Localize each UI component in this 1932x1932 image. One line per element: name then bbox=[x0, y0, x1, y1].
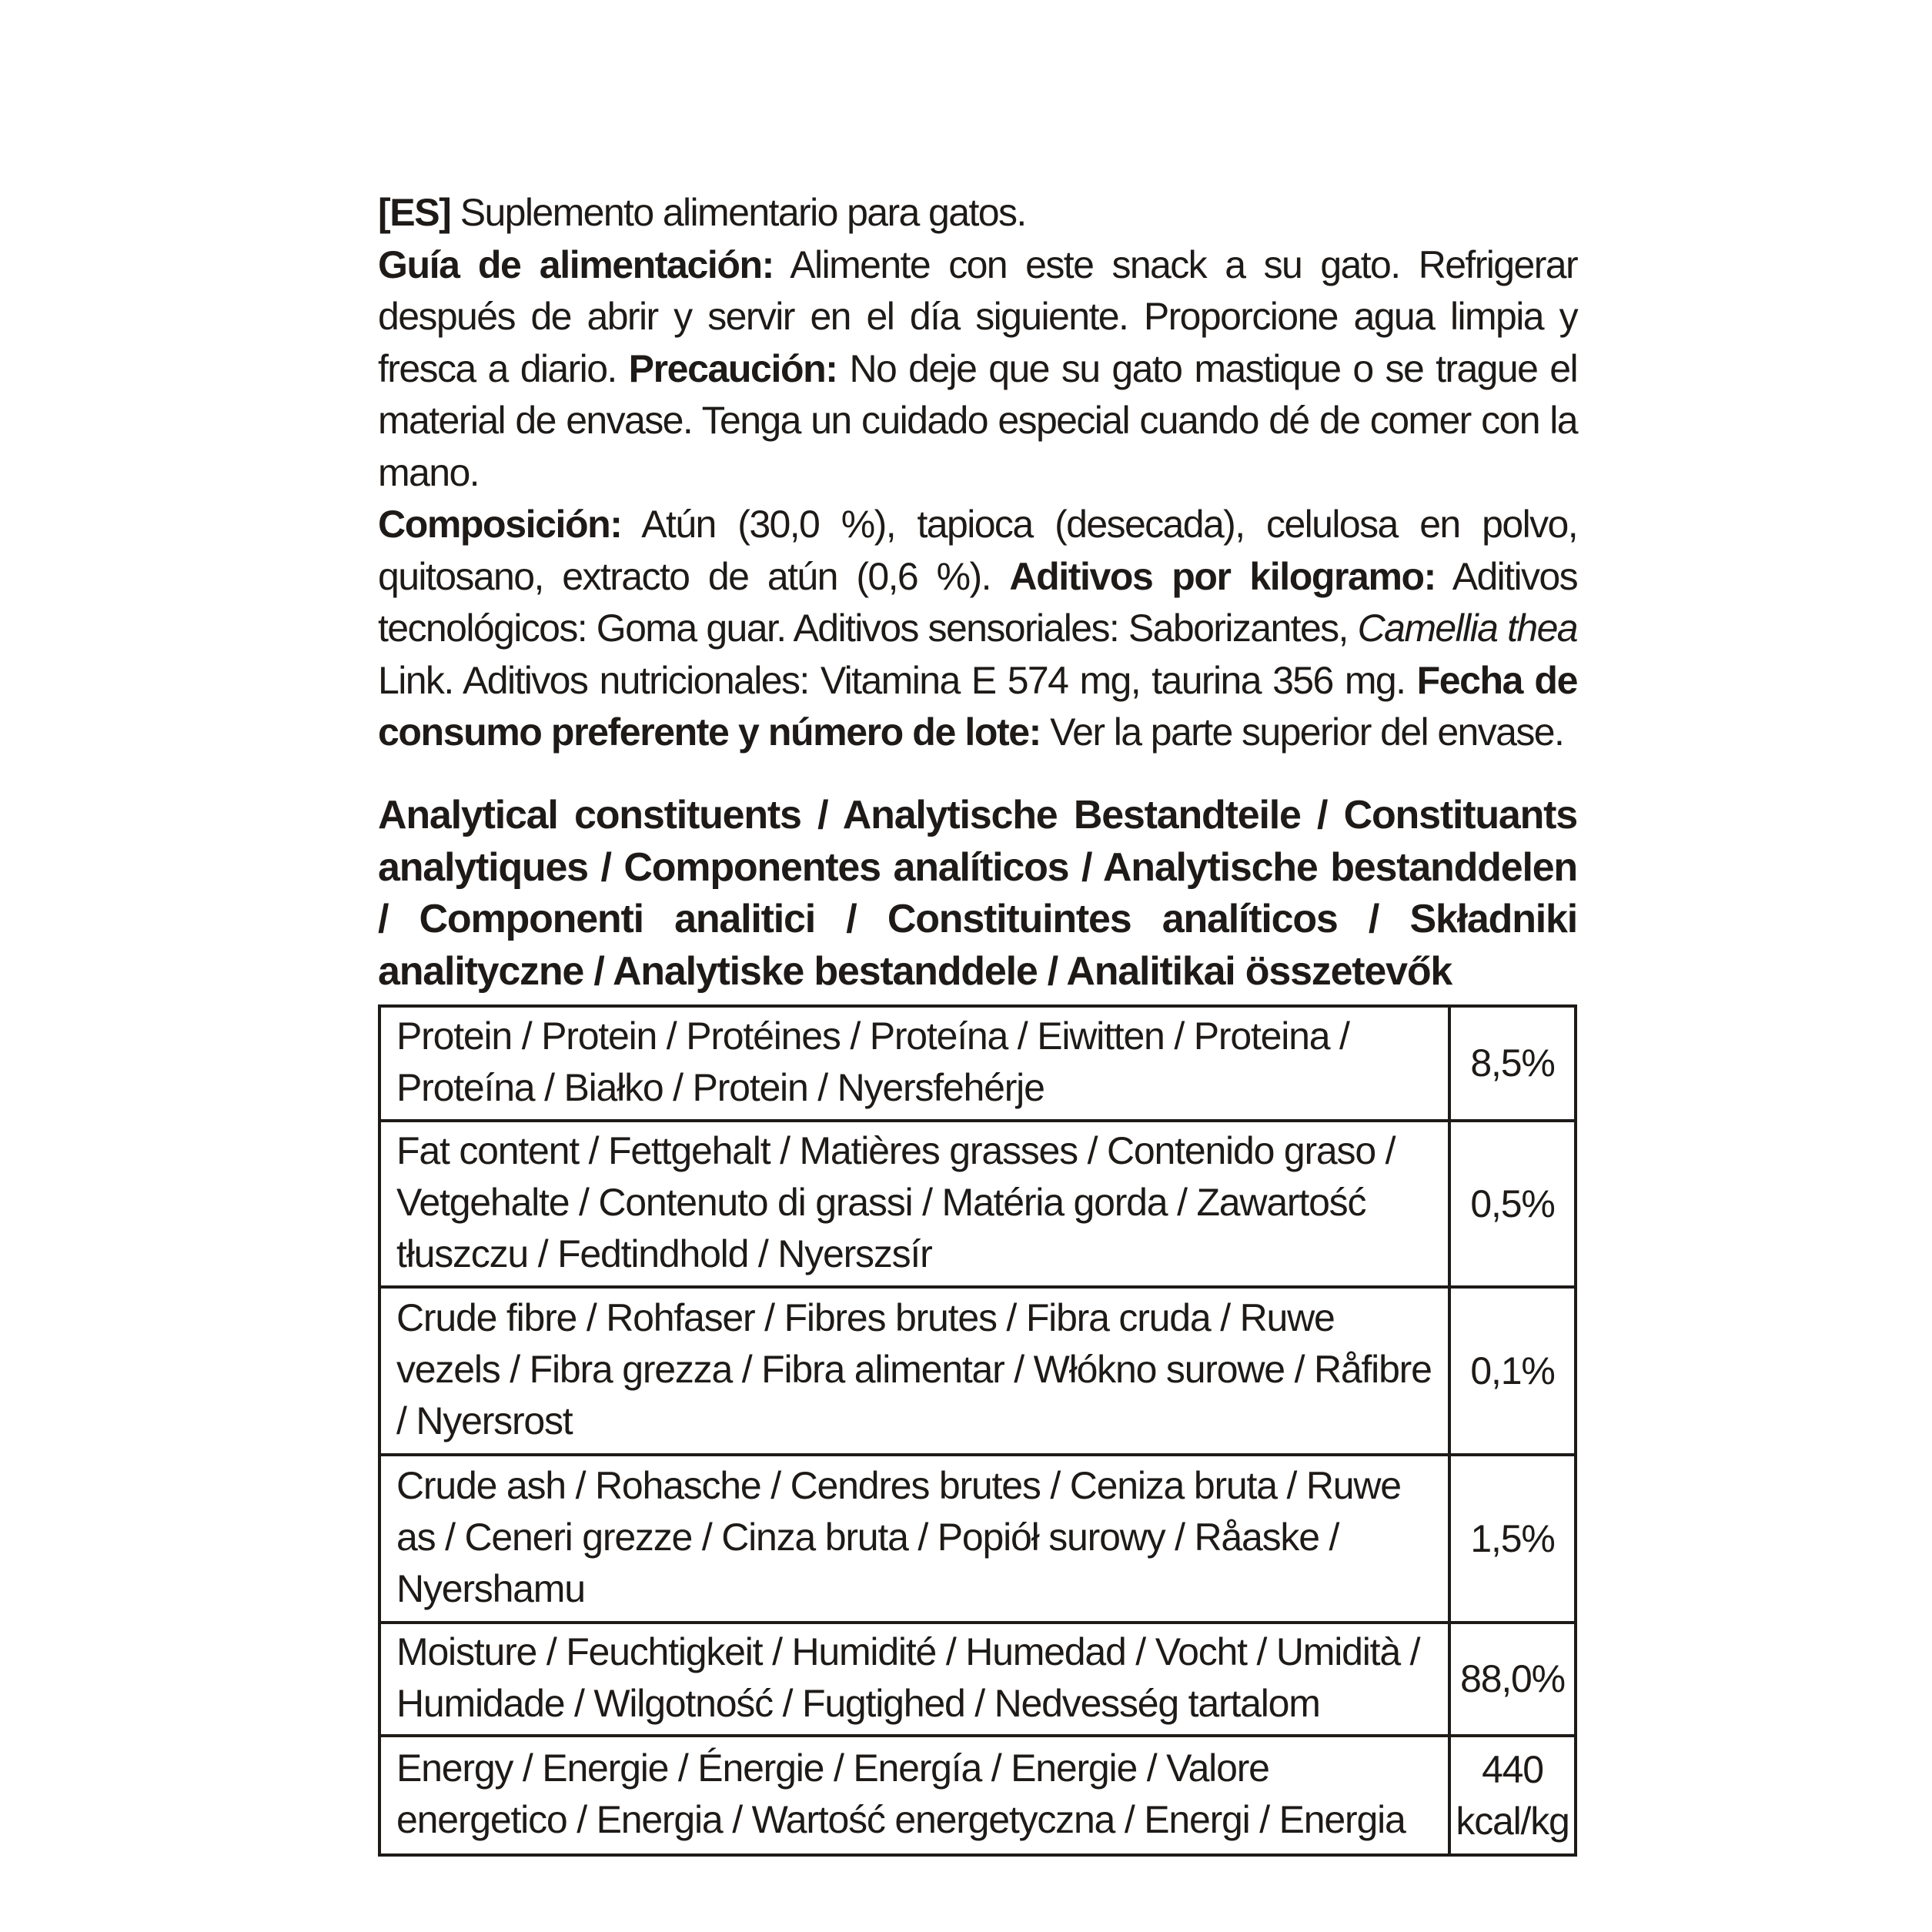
table-row-fat bbox=[379, 1121, 1576, 1287]
language-tag: [ES] bbox=[378, 191, 451, 234]
constituent-name: Fat content / Fettgehalt / Matières grasses / Contenido graso / Vetgehalte / Contenuto di grassi / Matéria gorda / Zawartość tłuszczu / Fedtindhold / Nyerszsír bbox=[379, 1121, 1449, 1287]
best-before-title: Fecha de consumo preferente y número de lote: bbox=[378, 658, 1577, 754]
spanish-label-paragraph bbox=[378, 187, 1577, 759]
additives-text-2: Link. Aditivos nutricionales: Vitamina E 574 mg, taurina 356 mg. bbox=[378, 658, 1417, 702]
table-row-fibre bbox=[379, 1287, 1576, 1455]
analytical-heading: Analytical constituents / Analytische Bestandteile / Constituants analytiques / Componentes analíticos / Analytische bestanddelen / Componenti analitici / Constituintes analíticos / Składniki analityczne / Analytiske bestanddele / Analitikai összetevők bbox=[378, 793, 1577, 994]
caution-title: Precaución: bbox=[628, 346, 837, 390]
feeding-guide-title: Guía de alimentación: bbox=[378, 242, 774, 286]
label-page bbox=[378, 187, 1578, 1843]
feeding-guide-text: Alimente con este snack a su gato. Refrigerar después de abrir y servir en el día siguiente. Proporcione agua limpia y fresca a diario. bbox=[378, 242, 1578, 390]
constituent-name: Moisture / Feuchtigkeit / Humidité / Humedad / Vocht / Umidità / Humidade / Wilgotność / Fugtighed / Nedvesség tartalom bbox=[379, 1623, 1449, 1736]
composition-text: Atún (30,0 %), tapioca (desecada), celulosa en polvo, quitosano, extracto de atún (0,6 %). bbox=[378, 503, 1577, 598]
constituent-value: 0,1% bbox=[1449, 1287, 1576, 1455]
constituent-value: 88,0% bbox=[1449, 1623, 1576, 1736]
additives-text-1: Aditivos tecnológicos: Goma guar. Aditivos sensoriales: Saborizantes, bbox=[378, 554, 1577, 650]
product-intro: Suplemento alimentario para gatos. bbox=[450, 191, 1026, 234]
additives-title: Aditivos por kilogramo: bbox=[1009, 554, 1436, 598]
additives-italic-species: Camellia thea bbox=[1357, 607, 1577, 650]
constituent-name: Energy / Energie / Énergie / Energía / Energie / Valore energetico / Energia / Wartość energetyczna / Energi / Energia bbox=[379, 1736, 1449, 1855]
constituent-value: 440 kcal/kg bbox=[1449, 1736, 1576, 1855]
analytical-table bbox=[378, 1004, 1577, 1857]
constituent-value: 8,5% bbox=[1449, 1006, 1576, 1121]
best-before-text: Ver la parte superior del envase. bbox=[1040, 710, 1564, 754]
table-row-ash bbox=[379, 1455, 1576, 1623]
constituent-name: Crude fibre / Rohfaser / Fibres brutes / Fibra cruda / Ruwe vezels / Fibra grezza / Fibra alimentar / Włókno surowe / Råfibre / Nyersrost bbox=[379, 1287, 1449, 1455]
constituent-name: Crude ash / Rohasche / Cendres brutes / Ceniza bruta / Ruwe as / Ceneri grezze / Cinza bruta / Popiół surowy / Råaske / Nyershamu bbox=[379, 1455, 1449, 1623]
constituent-value: 0,5% bbox=[1449, 1121, 1576, 1287]
constituent-name: Protein / Protein / Protéines / Proteína / Eiwitten / Proteina / Proteína / Białko / Protein / Nyersfehérje bbox=[379, 1006, 1449, 1121]
composition-title: Composición: bbox=[378, 503, 622, 546]
table-row-moisture bbox=[379, 1623, 1576, 1736]
table-row-protein bbox=[379, 1006, 1576, 1121]
table-row-energy bbox=[379, 1736, 1576, 1855]
caution-text: No deje que su gato mastique o se trague el material de envase. Tenga un cuidado especial cuando dé de comer con la mano. bbox=[378, 346, 1577, 494]
constituent-value: 1,5% bbox=[1449, 1455, 1576, 1623]
